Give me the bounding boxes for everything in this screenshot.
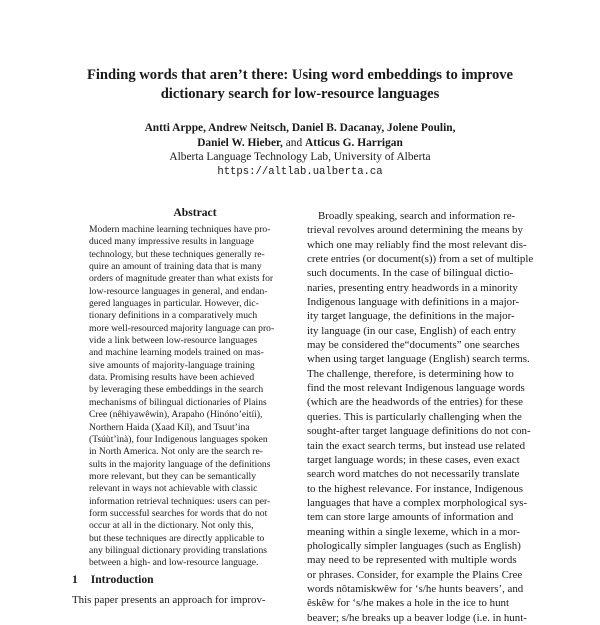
- body-line: tem can store large amounts of information and: [307, 511, 514, 524]
- abstract-heading: Abstract: [173, 206, 217, 219]
- title-line-1: Finding words that aren’t there: Using word embeddings to improve: [86, 67, 514, 83]
- body-line: may be considered the“documents” one searches: [307, 339, 520, 352]
- abstract-line: Northern Haida (X̱aad Kíl), and Tsuut’ina: [89, 421, 250, 433]
- abstract-line: form successful searches for words that do not: [89, 507, 268, 519]
- author-and: and: [285, 136, 303, 149]
- abstract-line: Modern machine learning techniques have pro-: [89, 224, 271, 235]
- body-line: languages that have a complex morphological sys-: [307, 496, 528, 509]
- body-line: may need to be represented with multiple words: [307, 554, 517, 567]
- abstract-line: Cree (nêhiyawêwin), Arapaho (Hinóno’eitíi),: [89, 409, 263, 421]
- body-line: ity language (in our case, English) of each entry: [307, 324, 516, 337]
- body-line: Broadly speaking, search and information re-: [318, 210, 516, 222]
- body-line: target language words; in these cases, even exact: [307, 453, 520, 466]
- abstract-line: occur at all in the dictionary. Not only this,: [89, 520, 254, 532]
- lab-url[interactable]: https://altlab.ualberta.ca: [217, 165, 383, 178]
- abstract-line: gered languages in particular. However, dic-: [89, 298, 259, 310]
- body-line: sought-after target language definitions do not con-: [307, 425, 531, 438]
- abstract-line: between a high- and low-resource language.: [89, 557, 259, 569]
- body-line: find the most relevant Indigenous language words: [307, 382, 525, 395]
- abstract-line: sults in the majority language of the definitions: [89, 458, 271, 470]
- author-names-a: Daniel W. Hieber,: [197, 136, 283, 149]
- right-column-body: [307, 209, 535, 625]
- abstract-line: more well-resourced majority language can pro-: [89, 322, 275, 334]
- intro-heading: [72, 573, 154, 587]
- affiliation: Alberta Language Technology Lab, University of Alberta: [169, 151, 431, 164]
- abstract-line: duced many impressive results in language: [89, 236, 254, 248]
- abstract-line: low-resource languages in general, and endan-: [89, 285, 268, 297]
- body-line: queries. This is particularly challenging when the: [307, 410, 522, 423]
- body-line: beaver; s/he breaks up a beaver lodge (i.e. in hunt-: [307, 611, 527, 624]
- abstract-line: quire an amount of training data that is many: [89, 261, 262, 273]
- abstract-line: relevant in ways not achievable with classic: [89, 483, 258, 495]
- abstract-line: but these techniques are directly applicable to: [89, 532, 265, 544]
- author-names-b: Atticus G. Harrigan: [305, 136, 403, 149]
- body-line: such documents. In the case of bilingual dictio-: [307, 267, 514, 280]
- body-line: naries, presenting entry headwords in a minority: [307, 281, 518, 294]
- body-line: trieval revolves around determining the means by: [307, 224, 523, 237]
- abstract-line: (Tsúùt’ìnà), four Indigenous languages spoken: [89, 433, 268, 445]
- abstract-line: technology, but these techniques generally re-: [89, 248, 265, 260]
- abstract-line: vide a link between low-resource languages: [89, 335, 258, 347]
- body-line: phologically simpler languages (such as English): [307, 539, 521, 552]
- title-line-2: dictionary search for low-resource languages: [160, 86, 440, 102]
- abstract-line: tionary definitions in a comparatively much: [89, 310, 258, 322]
- abstract-line: data. Promising results have been achieved: [89, 372, 255, 384]
- abstract-line: sive amounts of majority-language training: [89, 359, 255, 371]
- body-line: search word matches do not necessarily translate: [307, 468, 520, 481]
- body-line: Indigenous language with definitions in a major-: [307, 296, 520, 309]
- abstract-line: and machine learning models trained on mas-: [89, 347, 264, 359]
- author-block: [60, 121, 540, 179]
- abstract-body: [89, 224, 301, 570]
- body-line: or phrases. Consider, for example the Plains Cree: [307, 568, 523, 581]
- body-line: crete entries (or document(s)) from a set of multiple: [307, 253, 534, 266]
- intro-first-line: This paper presents an approach for improv-: [72, 594, 266, 606]
- intro-section-title: Introduction: [90, 573, 154, 586]
- body-line: tain the exact search terms, but instead use related: [307, 439, 526, 452]
- paper-title: [60, 66, 540, 104]
- body-line: when using target language (English) search terms.: [307, 353, 530, 366]
- intro-section-number: 1: [72, 573, 78, 586]
- body-line: ity target language, the definitions in the major-: [307, 310, 515, 323]
- abstract-line: orders of magnitude greater than what exists for: [89, 273, 274, 285]
- body-line: to the highest relevance. For instance, Indigenous: [307, 482, 523, 495]
- abstract-line: more relevant, but they can be semantically: [89, 470, 257, 482]
- author-names-line-1: Antti Arppe, Andrew Neitsch, Daniel B. Dacanay, Jolene Poulin,: [144, 122, 456, 134]
- abstract-line: any bilingual dictionary providing translations: [89, 544, 267, 556]
- abstract-line: in North America. Not only are the search re-: [89, 446, 263, 458]
- body-line: words nôtamiskwêw for ‘s/he hunts beavers’, and: [307, 582, 524, 595]
- author-names-line-2: [60, 136, 540, 151]
- body-line: The challenge, therefore, is determining how to: [307, 367, 514, 380]
- body-line: êskêw for ‘s/he makes a hole in the ice to hunt: [307, 597, 510, 610]
- body-line: meaning within a single lexeme, which in a mor-: [307, 525, 520, 538]
- body-line: (which are the headwords of the entries) for these: [307, 396, 523, 409]
- body-line: which one may reliably find the most relevant dis-: [307, 238, 527, 251]
- abstract-line: by leveraging these embeddings in the search: [89, 384, 264, 396]
- abstract-line: mechanisms of bilingual dictionaries of Plains: [89, 396, 267, 408]
- abstract-line: information retrieval techniques: users can per-: [89, 495, 271, 507]
